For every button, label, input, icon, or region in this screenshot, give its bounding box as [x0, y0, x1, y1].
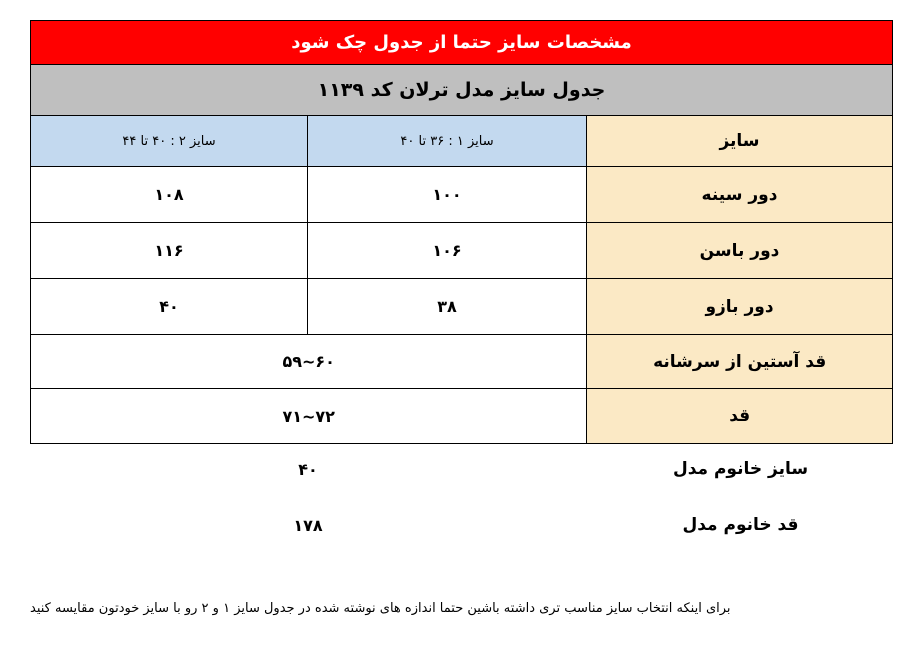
row-label: دور سینه	[587, 167, 892, 222]
header-row	[31, 116, 892, 167]
size2-value: ۱۰۸	[154, 185, 184, 204]
model-height-value: ۱۷۸	[293, 515, 323, 535]
model-size-label: سایز خانوم مدل	[672, 459, 809, 479]
size2-value: ۱۱۶	[154, 241, 184, 260]
table-title: جدول سایز مدل ترلان کد ۱۱۳۹	[317, 79, 606, 101]
size2-value: ۴۰	[159, 297, 179, 316]
label-header: سایز	[587, 116, 892, 166]
model-size-value: ۴۰	[298, 459, 318, 479]
size1-value: ۱۰۰	[307, 167, 587, 222]
size1-value: ۳۸	[307, 279, 587, 334]
notice-text: مشخصات سایز حتما از جدول چک شود	[291, 32, 632, 53]
model-height-label: قد خانوم مدل	[682, 515, 799, 535]
table-row	[31, 335, 892, 389]
row-label: دور بازو	[587, 279, 892, 334]
table-title-bar	[31, 65, 892, 116]
row-label: قد آستین از سرشانه	[587, 335, 892, 388]
row-label: دور باسن	[587, 223, 892, 278]
row-label: قد	[587, 389, 892, 443]
table-row	[31, 389, 892, 443]
table-row	[31, 223, 892, 279]
size1-value: ۱۰۶	[307, 223, 587, 278]
size1-header: سایز ۱ : ۳۶ تا ۴۰	[307, 116, 587, 166]
notice-banner	[31, 21, 892, 65]
table-row	[31, 167, 892, 223]
merged-value: ۶۰~۵۹	[31, 335, 587, 388]
footer-note: برای اینکه انتخاب سایز مناسب تری داشته باشین حتما اندازه های نوشته شده در جدول سایز ۱ و ۲ رو با سایز خودتون مقایسه کنید	[30, 600, 731, 616]
size2-header: سایز ۲ : ۴۰ تا ۴۴	[31, 116, 307, 166]
merged-value: ۷۲~۷۱	[31, 389, 587, 443]
size-table	[30, 20, 893, 444]
table-row	[31, 279, 892, 335]
